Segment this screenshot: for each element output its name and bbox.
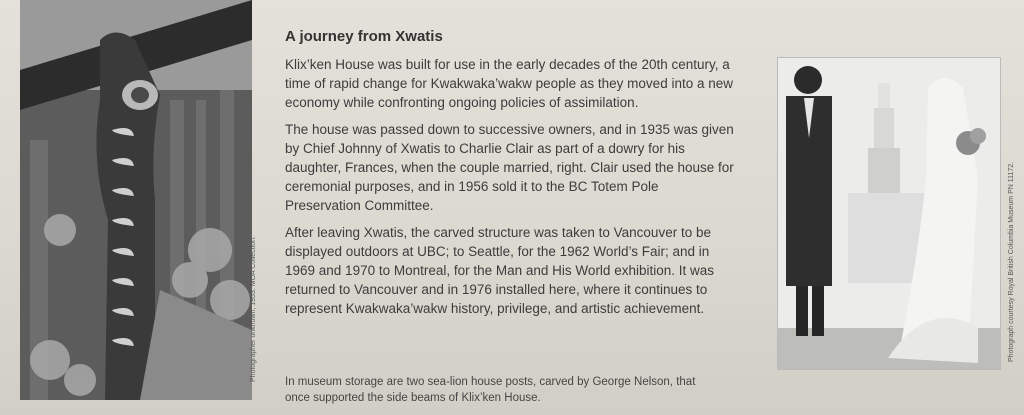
right-credit-text: Photograph courtesy Royal British Columbia Museum PN 11172. [1008,161,1015,362]
paragraph-3: After leaving Xwatis, the carved structure was taken to Vancouver to be displayed outdoors at UBC; to Seattle, for the 1962 World’s Fair; and in 1969 and 1970 to Montreal, for the Man and His World exhibition. It was returned to Vancouver and in 1976 installed here, where it continues to represent Kwakwaka’wakw history, privilege, and artistic achievement. [285,225,714,316]
text-column [285,28,735,326]
paragraph-1: Klix’ken House was built for use in the early decades of the 20th century, a time of rapid change for Kwakwaka’wakw people as they moved into a new economy while confronting ongoing policies of assimilation. [285,57,733,110]
footnote: In museum storage are two sea-lion house posts, carved by George Nelson, that once supported the side beams of Klix’ken House. [285,376,696,404]
wedding-illustration [778,58,1000,369]
house-post-photo [20,0,252,400]
paragraph-2: The house was passed down to successive owners, and in 1935 was given by Chief Johnny of Xwatis to Charlie Clair as part of a dowry for his daughter, Frances, when the couple married, right. Clair used the house for ceremonial purposes, and in 1956 sold it to the BC Totem Pole Preservation Committee. [285,122,734,213]
panel-title: A journey from Xwatis [285,28,443,45]
left-credit-text: Photographer unknown, 1953. MOA Collection. [250,236,257,382]
wedding-photo [777,57,1001,370]
house-post-illustration [20,0,252,400]
right-photo-credit [1008,161,1020,362]
left-photo-credit [250,232,264,382]
